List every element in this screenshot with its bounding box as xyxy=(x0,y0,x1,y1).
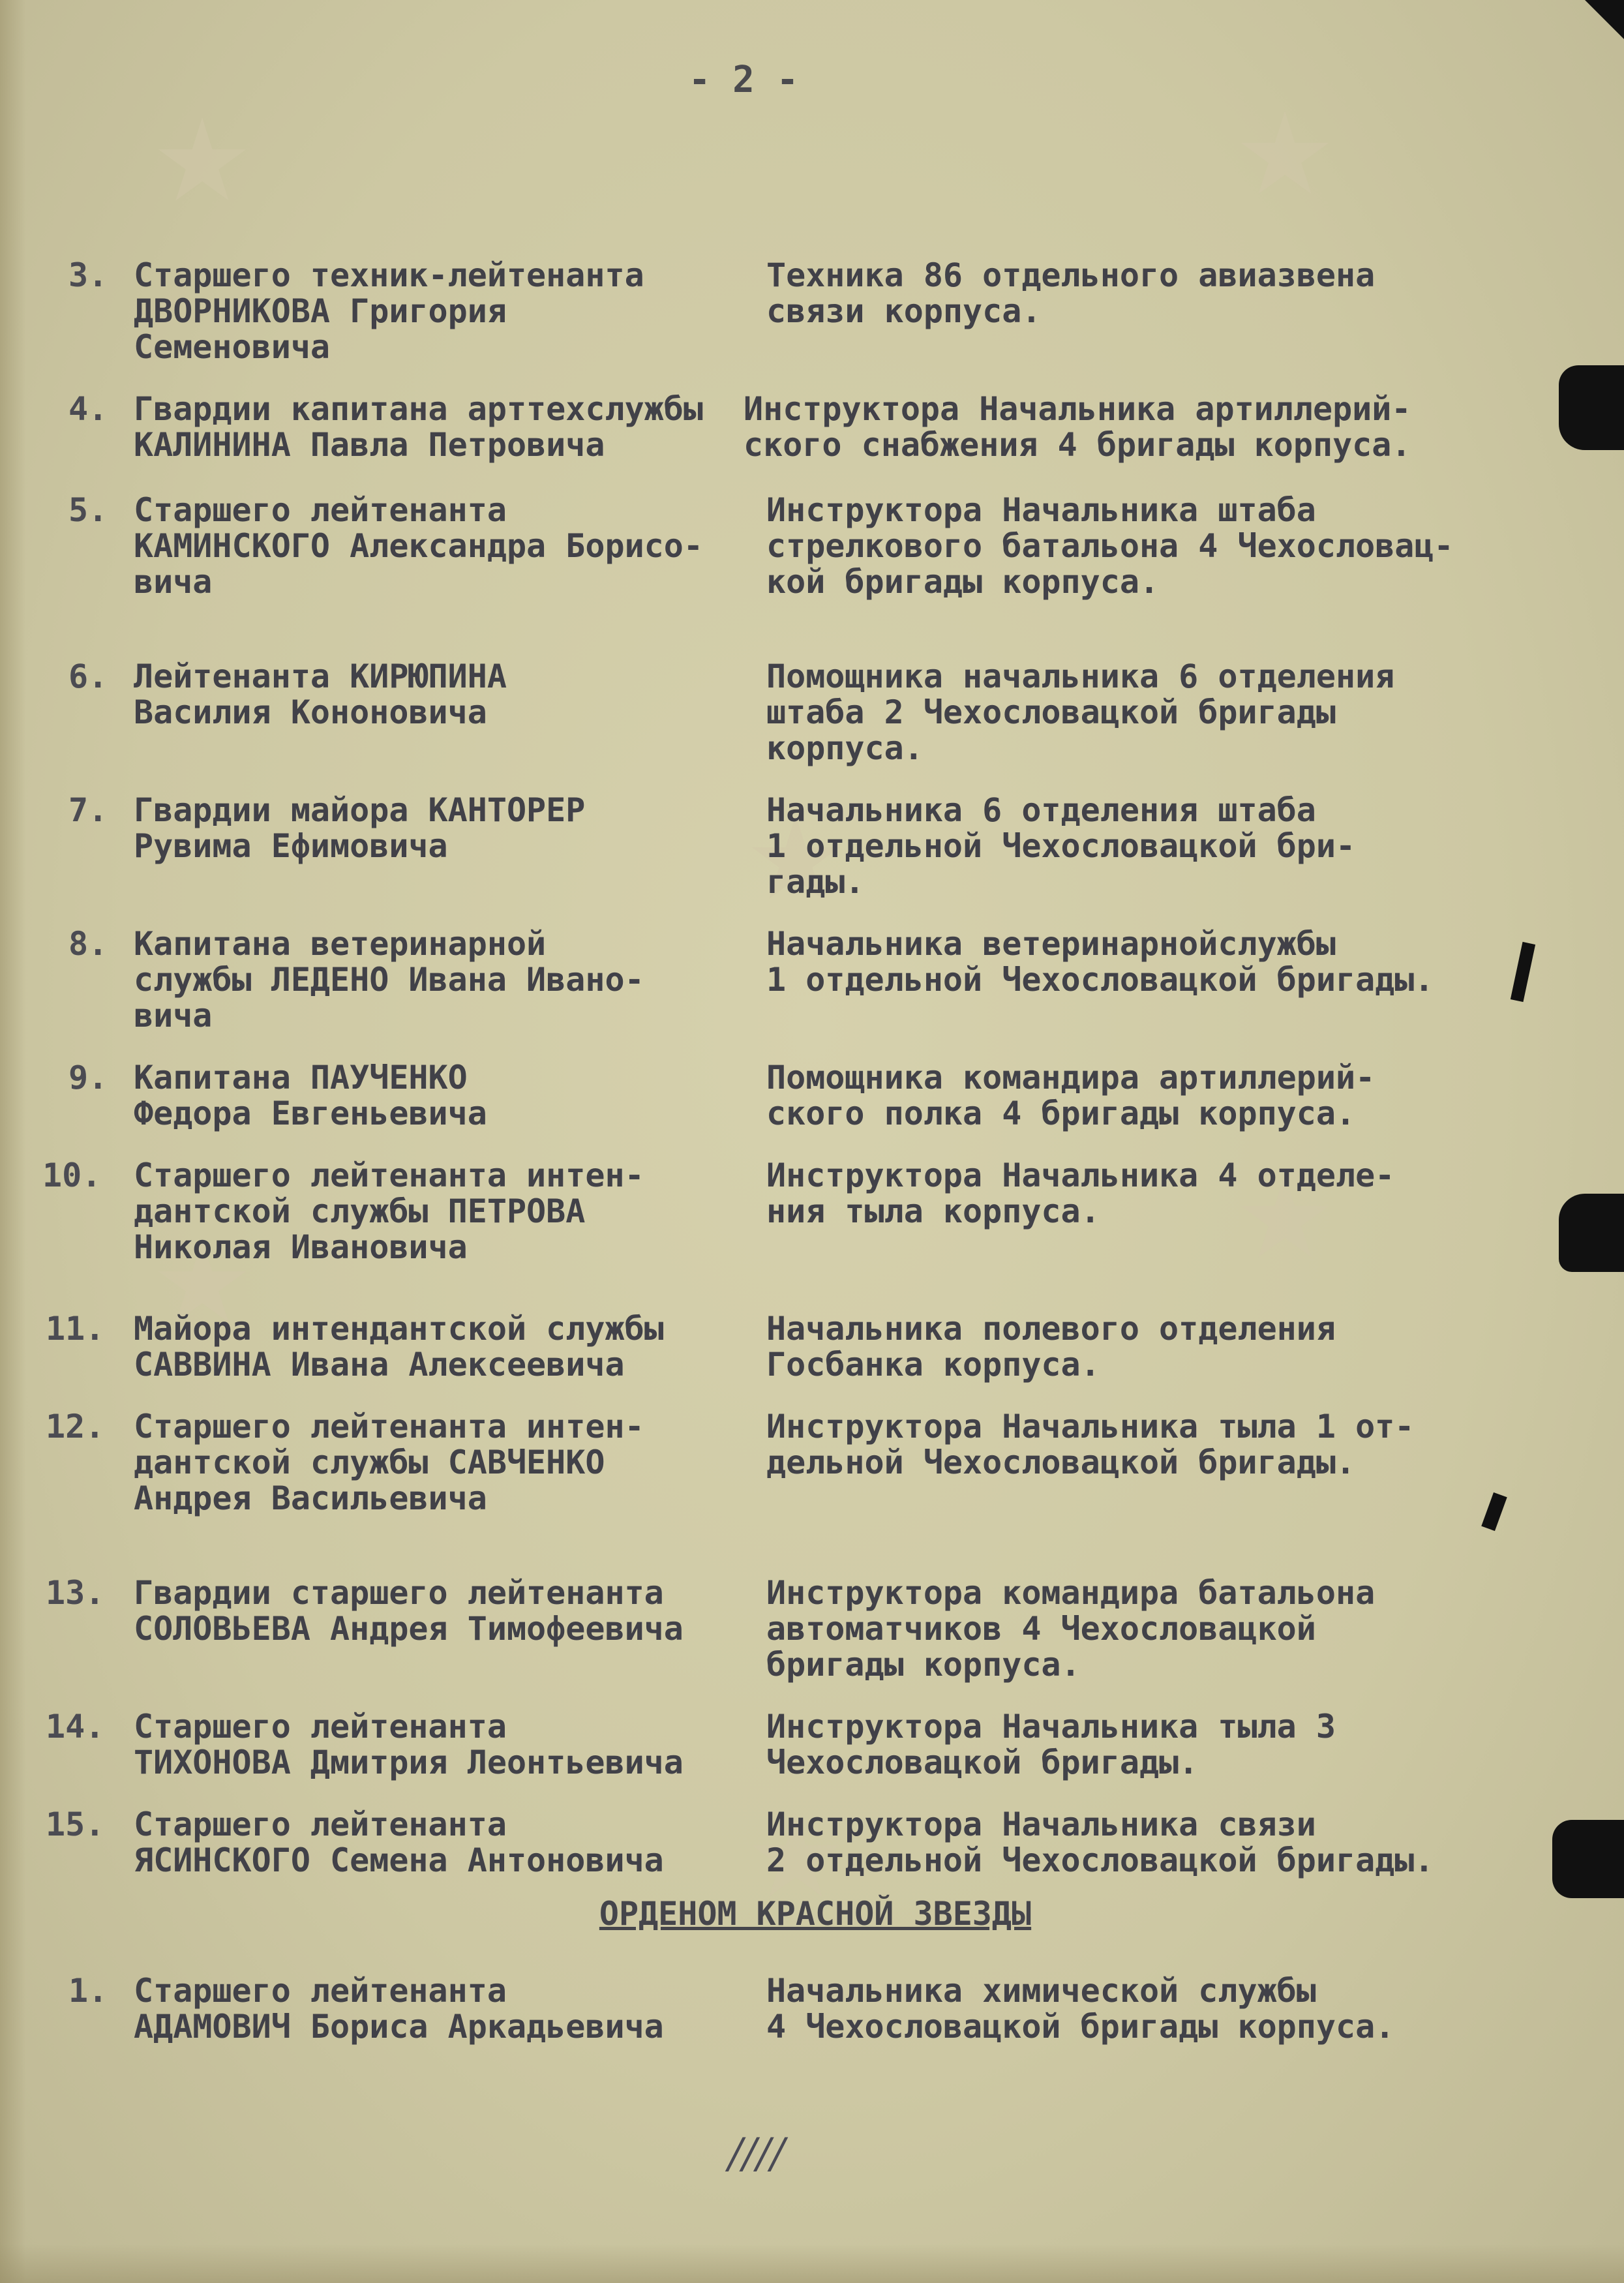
entry-person: Старшего техник-лейтенанта ДВОРНИКОВА Григория Семеновича xyxy=(134,256,644,366)
entry-position: Техника 86 отдельного авиазвена связи корпуса. xyxy=(766,256,1376,330)
entry-person: Лейтенанта КИРЮПИНА Василия Кононовича xyxy=(134,658,507,731)
entry-number: 5. xyxy=(68,491,108,529)
corner-tear xyxy=(1585,0,1624,39)
entry-person: Старшего лейтенанта АДАМОВИЧ Бориса Аркадьевича xyxy=(134,1972,664,2046)
entry-person: Майора интендантской службы САВВИНА Ивана Алексеевича xyxy=(134,1310,664,1383)
entry-number: 10. xyxy=(42,1157,102,1194)
entry-position: Инструктора Начальника артиллерий- ского снабжения 4 бригады корпуса. xyxy=(744,390,1411,464)
entry-position: Инструктора Начальника тыла 1 от- дельной Чехословацкой бригады. xyxy=(766,1408,1415,1481)
entry-position: Начальника 6 отделения штаба 1 отдельной Чехословацкой бри- гады. xyxy=(766,791,1356,901)
entry-number: 8. xyxy=(68,925,108,963)
ink-mark xyxy=(1481,1492,1507,1531)
entry-position: Инструктора Начальника 4 отделе- ния тыла корпуса. xyxy=(766,1157,1395,1230)
entry-number: 15. xyxy=(46,1806,105,1843)
entry-person: Гвардии майора КАНТОРЕР Рувима Ефимовича xyxy=(134,791,586,865)
section-title: ОРДЕНОМ КРАСНОЙ ЗВЕЗДЫ xyxy=(599,1895,1032,1933)
entry-position: Помощника командира артиллерий- ского полка 4 бригады корпуса. xyxy=(766,1059,1376,1132)
entry-person: Старшего лейтенанта ТИХОНОВА Дмитрия Леонтьевича xyxy=(134,1708,684,1781)
paper-bottom-shadow xyxy=(0,2244,1624,2283)
paper-edge-shadow xyxy=(0,0,26,2283)
entry-person: Гвардии старшего лейтенанта СОЛОВЬЕВА Андрея Тимофеевича xyxy=(134,1574,684,1648)
tape-blot xyxy=(1559,365,1624,450)
entry-number: 11. xyxy=(46,1310,105,1348)
page-number: - 2 - xyxy=(688,59,799,101)
entry-number: 6. xyxy=(68,658,108,695)
watermark-star-icon xyxy=(1239,111,1331,202)
entry-person: Старшего лейтенанта интен- дантской службы САВЧЕНКО Андрея Васильевича xyxy=(134,1408,644,1517)
entry-position: Начальника полевого отделения Госбанка корпуса. xyxy=(766,1310,1336,1383)
entry-number: 7. xyxy=(68,791,108,829)
entry-position: Начальника химической службы 4 Чехословацкой бригады корпуса. xyxy=(766,1972,1395,2046)
tape-blot xyxy=(1552,1820,1624,1898)
entry-number: 13. xyxy=(46,1574,105,1612)
entry-position: Инструктора Начальника тыла 3 Чехословацкой бригады. xyxy=(766,1708,1336,1781)
entry-person: Старшего лейтенанта интен- дантской службы ПЕТРОВА Николая Ивановича xyxy=(134,1157,644,1266)
entry-number: 14. xyxy=(46,1708,105,1746)
entry-position: Инструктора Начальника связи 2 отдельной Чехословацкой бригады. xyxy=(766,1806,1434,1879)
entry-position: Инструктора командира батальона автоматчиков 4 Чехословацкой бригады корпуса. xyxy=(766,1574,1376,1684)
entry-person: Капитана ветеринарной службы ЛЕДЕНО Ивана Ивано- вича xyxy=(134,925,644,1035)
entry-person: Гвардии капитана арттехслужбы КАЛИНИНА Павла Петровича xyxy=(134,390,703,464)
tape-blot xyxy=(1559,1194,1624,1272)
entry-number: 4. xyxy=(68,390,108,428)
signature-mark: //// xyxy=(728,2130,785,2178)
entry-position: Инструктора Начальника штаба стрелкового батальона 4 Чехословац- кой бригады корпуса. xyxy=(766,491,1454,601)
entry-position: Помощника начальника 6 отделения штаба 2 Чехословацкой бригады корпуса. xyxy=(766,658,1395,767)
entry-number: 9. xyxy=(68,1059,108,1096)
entry-position: Начальника ветеринарнойслужбы 1 отдельной Чехословацкой бригады. xyxy=(766,925,1434,999)
entry-person: Старшего лейтенанта ЯСИНСКОГО Семена Антоновича xyxy=(134,1806,664,1879)
entry-number: 3. xyxy=(68,256,108,294)
entry-number: 1. xyxy=(68,1972,108,2010)
entry-person: Старшего лейтенанта КАМИНСКОГО Александра Борисо- вича xyxy=(134,491,703,601)
entry-person: Капитана ПАУЧЕНКО Федора Евгеньевича xyxy=(134,1059,487,1132)
entry-number: 12. xyxy=(46,1408,105,1445)
watermark-star-icon xyxy=(157,117,248,209)
